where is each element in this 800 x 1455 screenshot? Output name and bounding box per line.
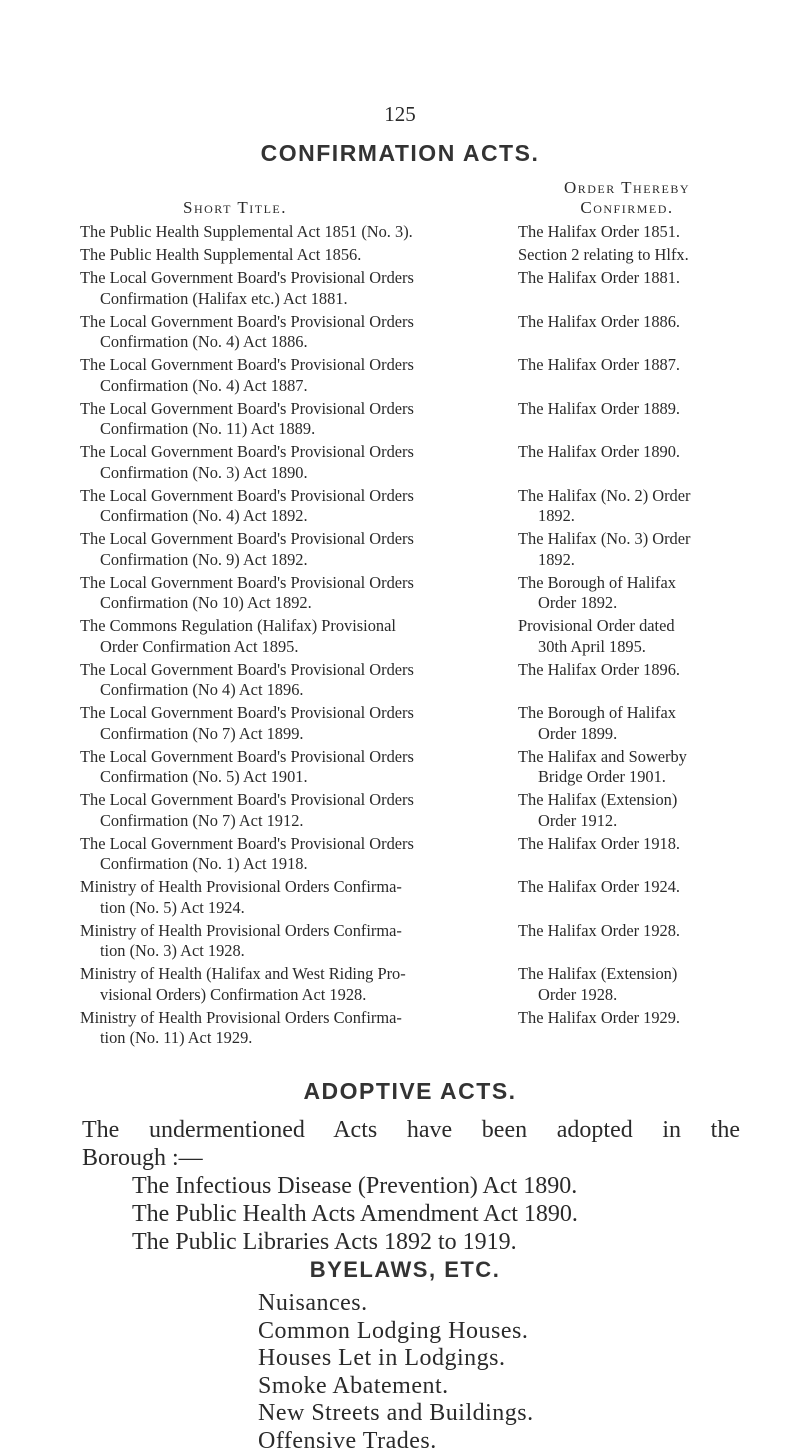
order-line2: 30th April 1895. xyxy=(518,637,750,658)
act-title-cell xyxy=(80,921,512,962)
order-line2: 1892. xyxy=(518,550,750,571)
order-line1: Provisional Order dated xyxy=(518,616,675,635)
act-title-line2: Order Confirmation Act 1895. xyxy=(80,637,512,658)
byelaw-item: Nuisances. xyxy=(258,1290,534,1318)
order-confirmed-cell xyxy=(518,703,750,744)
act-title-line1: Ministry of Health Provisional Orders Confirma- xyxy=(80,921,402,940)
act-title-line2: Confirmation (No 4) Act 1896. xyxy=(80,680,512,701)
act-title-cell xyxy=(80,486,512,527)
byelaw-item: Smoke Abatement. xyxy=(258,1373,534,1401)
act-title-line2: Confirmation (Halifax etc.) Act 1881. xyxy=(80,289,512,310)
order-confirmed-cell xyxy=(518,399,750,440)
order-confirmed-cell xyxy=(518,486,750,527)
order-line2: Order 1912. xyxy=(518,811,750,832)
confirmation-row xyxy=(80,790,750,831)
byelaws-heading: BYELAWS, ETC. xyxy=(0,1257,800,1283)
act-title-line2: Confirmation (No. 4) Act 1886. xyxy=(80,332,512,353)
adoptive-act-item: The Public Health Acts Amendment Act 1890. xyxy=(132,1200,578,1228)
order-confirmed-cell xyxy=(518,790,750,831)
order-line2: Order 1928. xyxy=(518,985,750,1006)
order-confirmed-cell xyxy=(518,268,750,309)
act-title-line2: Confirmation (No. 3) Act 1890. xyxy=(80,463,512,484)
act-title-line2: Confirmation (No. 1) Act 1918. xyxy=(80,854,512,875)
order-line1: Section 2 relating to Hlfx. xyxy=(518,245,689,264)
act-title-cell xyxy=(80,1008,512,1049)
order-confirmed-cell xyxy=(518,573,750,614)
order-line2: Order 1892. xyxy=(518,593,750,614)
order-confirmed-cell xyxy=(518,222,750,243)
confirmation-row xyxy=(80,245,750,266)
act-title-line1: The Public Health Supplemental Act 1856. xyxy=(80,245,361,264)
confirmation-row xyxy=(80,399,750,440)
confirmation-row xyxy=(80,660,750,701)
order-line1: The Halifax (No. 2) Order xyxy=(518,486,691,505)
confirmation-row xyxy=(80,1008,750,1049)
act-title-line2: Confirmation (No. 11) Act 1889. xyxy=(80,419,512,440)
act-title-line1: The Local Government Board's Provisional Orders xyxy=(80,747,414,766)
byelaws-list xyxy=(258,1290,534,1455)
byelaw-item: Offensive Trades. xyxy=(258,1428,534,1455)
order-confirmed-cell xyxy=(518,616,750,657)
act-title-line1: The Local Government Board's Provisional Orders xyxy=(80,573,414,592)
act-title-line2: Confirmation (No 10) Act 1892. xyxy=(80,593,512,614)
act-title-line2: visional Orders) Confirmation Act 1928. xyxy=(80,985,512,1006)
order-confirmed-cell xyxy=(518,877,750,918)
confirmation-row xyxy=(80,573,750,614)
act-title-cell xyxy=(80,703,512,744)
act-title-line1: The Local Government Board's Provisional Orders xyxy=(80,442,414,461)
act-title-cell xyxy=(80,222,512,243)
short-title-column-header: Short Title. xyxy=(140,198,330,218)
order-confirmed-cell xyxy=(518,529,750,570)
order-line1: The Halifax Order 1889. xyxy=(518,399,680,418)
act-title-cell xyxy=(80,964,512,1005)
act-title-cell xyxy=(80,660,512,701)
order-line2: 1892. xyxy=(518,506,750,527)
act-title-line2: Confirmation (No. 4) Act 1887. xyxy=(80,376,512,397)
order-confirmed-cell xyxy=(518,964,750,1005)
order-line1: The Halifax Order 1896. xyxy=(518,660,680,679)
confirmation-row xyxy=(80,312,750,353)
order-line2: Bridge Order 1901. xyxy=(518,767,750,788)
act-title-line1: The Commons Regulation (Halifax) Provisional xyxy=(80,616,396,635)
page-number: 125 xyxy=(0,102,800,127)
order-confirmed-cell xyxy=(518,921,750,962)
confirmation-row xyxy=(80,355,750,396)
act-title-cell xyxy=(80,399,512,440)
act-title-line1: The Local Government Board's Provisional Orders xyxy=(80,660,414,679)
act-title-cell xyxy=(80,268,512,309)
order-header-line2: Confirmed. xyxy=(512,198,742,218)
byelaw-item: New Streets and Buildings. xyxy=(258,1400,534,1428)
act-title-line1: The Local Government Board's Provisional Orders xyxy=(80,834,414,853)
confirmation-row xyxy=(80,964,750,1005)
byelaw-item: Common Lodging Houses. xyxy=(258,1318,534,1346)
order-confirmed-cell xyxy=(518,1008,750,1049)
order-line1: The Halifax Order 1886. xyxy=(518,312,680,331)
act-title-line2: Confirmation (No. 5) Act 1901. xyxy=(80,767,512,788)
order-line1: The Halifax Order 1890. xyxy=(518,442,680,461)
act-title-line1: The Public Health Supplemental Act 1851 (No. 3). xyxy=(80,222,413,241)
order-line1: The Halifax Order 1928. xyxy=(518,921,680,940)
act-title-cell xyxy=(80,355,512,396)
act-title-line1: The Local Government Board's Provisional Orders xyxy=(80,268,414,287)
order-line1: The Halifax Order 1851. xyxy=(518,222,680,241)
order-line1: The Halifax Order 1918. xyxy=(518,834,680,853)
act-title-line1: The Local Government Board's Provisional Orders xyxy=(80,703,414,722)
act-title-line2: Confirmation (No 7) Act 1912. xyxy=(80,811,512,832)
act-title-line1: Ministry of Health Provisional Orders Confirma- xyxy=(80,877,402,896)
act-title-line2: tion (No. 11) Act 1929. xyxy=(80,1028,512,1049)
act-title-line2: Confirmation (No. 4) Act 1892. xyxy=(80,506,512,527)
act-title-line1: The Local Government Board's Provisional Orders xyxy=(80,355,414,374)
order-header-line1: Order Thereby xyxy=(512,178,742,198)
confirmation-row xyxy=(80,486,750,527)
act-title-line1: The Local Government Board's Provisional Orders xyxy=(80,312,414,331)
order-confirmed-cell xyxy=(518,660,750,701)
confirmation-row xyxy=(80,442,750,483)
order-confirmed-cell xyxy=(518,442,750,483)
act-title-cell xyxy=(80,312,512,353)
act-title-cell xyxy=(80,573,512,614)
act-title-cell xyxy=(80,790,512,831)
adoptive-acts-heading: ADOPTIVE ACTS. xyxy=(10,1078,800,1105)
byelaw-item: Houses Let in Lodgings. xyxy=(258,1345,534,1373)
order-line1: The Halifax Order 1881. xyxy=(518,268,680,287)
act-title-line2: tion (No. 5) Act 1924. xyxy=(80,898,512,919)
adoptive-intro-line1: The undermentioned Acts have been adopted in the xyxy=(82,1116,740,1144)
order-line1: The Halifax Order 1929. xyxy=(518,1008,680,1027)
act-title-line1: The Local Government Board's Provisional Orders xyxy=(80,399,414,418)
act-title-cell xyxy=(80,245,512,266)
act-title-cell xyxy=(80,529,512,570)
order-confirmed-cell xyxy=(518,245,750,266)
confirmation-acts-table xyxy=(80,222,750,1051)
order-line1: The Halifax Order 1887. xyxy=(518,355,680,374)
order-line1: The Halifax Order 1924. xyxy=(518,877,680,896)
order-confirmed-cell xyxy=(518,355,750,396)
order-line1: The Halifax (Extension) xyxy=(518,964,677,983)
order-confirmed-cell xyxy=(518,747,750,788)
act-title-line1: The Local Government Board's Provisional Orders xyxy=(80,486,414,505)
confirmation-row xyxy=(80,268,750,309)
confirmation-row xyxy=(80,222,750,243)
confirmation-row xyxy=(80,747,750,788)
act-title-cell xyxy=(80,616,512,657)
order-line1: The Borough of Halifax xyxy=(518,703,676,722)
act-title-line2: Confirmation (No 7) Act 1899. xyxy=(80,724,512,745)
act-title-line1: Ministry of Health Provisional Orders Confirma- xyxy=(80,1008,402,1027)
order-confirmed-column-header xyxy=(512,178,742,218)
adoptive-act-item: The Public Libraries Acts 1892 to 1919. xyxy=(132,1228,578,1256)
order-line1: The Halifax and Sowerby xyxy=(518,747,687,766)
order-confirmed-cell xyxy=(518,312,750,353)
adoptive-act-item: The Infectious Disease (Prevention) Act 1890. xyxy=(132,1172,578,1200)
confirmation-row xyxy=(80,921,750,962)
act-title-cell xyxy=(80,747,512,788)
act-title-line1: The Local Government Board's Provisional Orders xyxy=(80,790,414,809)
act-title-line2: tion (No. 3) Act 1928. xyxy=(80,941,512,962)
order-line1: The Halifax (Extension) xyxy=(518,790,677,809)
confirmation-acts-heading: CONFIRMATION ACTS. xyxy=(0,140,800,167)
adoptive-acts-list xyxy=(132,1172,578,1256)
confirmation-row xyxy=(80,877,750,918)
confirmation-row xyxy=(80,616,750,657)
confirmation-row xyxy=(80,834,750,875)
act-title-line1: Ministry of Health (Halifax and West Riding Pro- xyxy=(80,964,406,983)
order-line1: The Borough of Halifax xyxy=(518,573,676,592)
adoptive-intro-line2: Borough :— xyxy=(82,1144,203,1172)
order-line2: Order 1899. xyxy=(518,724,750,745)
act-title-cell xyxy=(80,442,512,483)
order-line1: The Halifax (No. 3) Order xyxy=(518,529,691,548)
act-title-cell xyxy=(80,877,512,918)
confirmation-row xyxy=(80,703,750,744)
act-title-line2: Confirmation (No. 9) Act 1892. xyxy=(80,550,512,571)
confirmation-row xyxy=(80,529,750,570)
act-title-line1: The Local Government Board's Provisional Orders xyxy=(80,529,414,548)
order-confirmed-cell xyxy=(518,834,750,875)
act-title-cell xyxy=(80,834,512,875)
